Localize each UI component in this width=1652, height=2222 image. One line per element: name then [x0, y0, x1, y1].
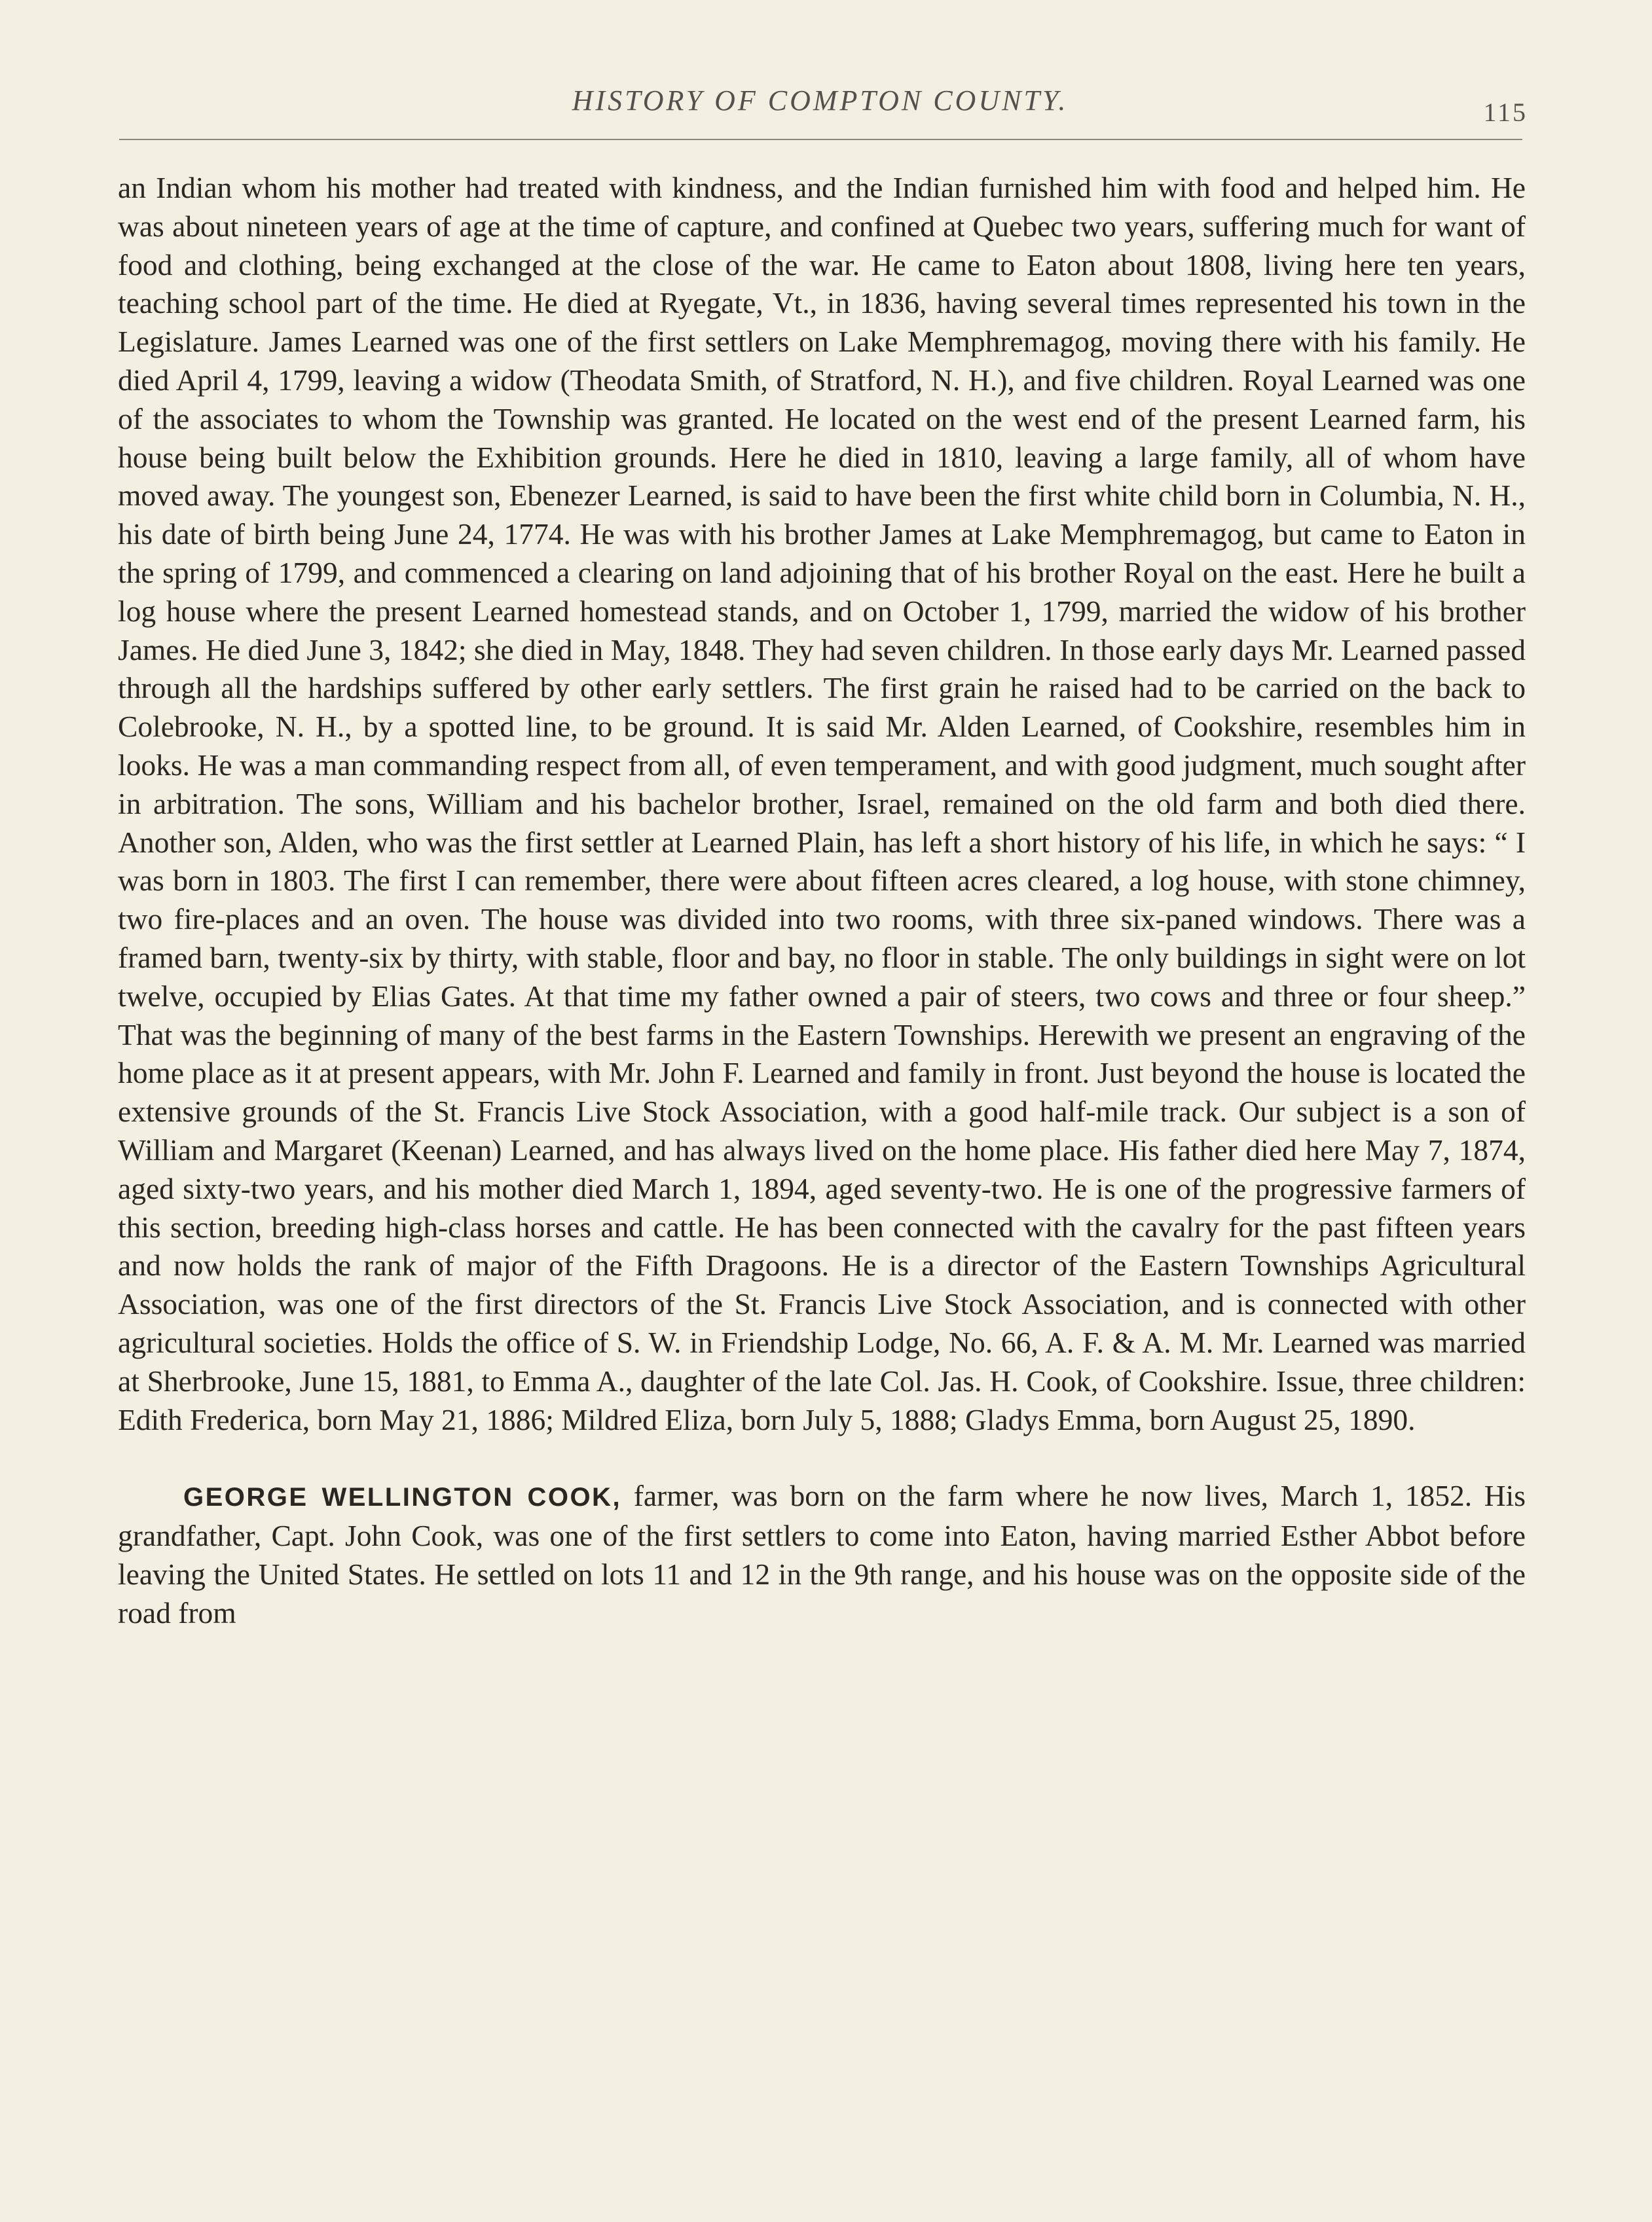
page-number: 115 [1483, 98, 1528, 127]
header-rule [119, 139, 1522, 140]
paragraph-george-wellington-cook [118, 1477, 1526, 1632]
entry-text: farmer, was born on the farm where he now lives, March 1, 1852. His grandfather, Capt. John Cook, was one of the first settlers to come into Eaton, having married Esther Abbot before leaving the United States. He settled on lots 11 and 12 in the 9th range, and his house was on the opposite side of the road from [118, 1479, 1526, 1630]
body-text [118, 169, 1526, 1632]
running-title: HISTORY OF COMPTON COUNTY. [572, 84, 1069, 117]
paragraph-learned-family: an Indian whom his mother had treated with kindness, and the Indian furnished him with food and helped him. He was about nineteen years of age at the time of capture, and confined at Quebec two years, suffering much for want of food and clothing, being exchanged at the close of the war. He came to Eaton about 1808, living here ten years, teaching school part of the time. He died at Ryegate, Vt., in 1836, having several times represented his town in the Legislature. James Learned was one of the first settlers on Lake Memphremagog, moving there with his family. He died April 4, 1799, leaving a widow (Theodata Smith, of Stratford, N. H.), and five children. Royal Learned was one of the associates to whom the Township was granted. He located on the west end of the present Learned farm, his house being built below the Exhibition grounds. Here he died in 1810, leaving a large family, all of whom have moved away. The youngest son, Ebenezer Learned, is said to have been the first white child born in Columbia, N. H., his date of birth being June 24, 1774. He was with his brother James at Lake Memphremagog, but came to Eaton in the spring of 1799, and commenced a clearing on land adjoining that of his brother Royal on the east. Here he built a log house where the present Learned homestead stands, and on October 1, 1799, married the widow of his brother James. He died June 3, 1842; she died in May, 1848. They had seven children. In those early days Mr. Learned passed through all the hardships suffered by other early settlers. The first grain he raised had to be carried on the back to Colebrooke, N. H., by a spotted line, to be ground. It is said Mr. Alden Learned, of Cookshire, resembles him in looks. He was a man commanding respect from all, of even temperament, and with good judgment, much sought after in arbitration. The sons, William and his bachelor brother, Israel, remained on the old farm and both died there. Another son, Alden, who was the first settler at Learned Plain, has left a short history of his life, in which he says: “ I was born in 1803. The first I can remember, there were about fifteen acres cleared, a log house, with stone chimney, two fire-places and an oven. The house was divided into two rooms, with three six-paned windows. There was a framed barn, twenty-six by thirty, with stable, floor and bay, no floor in stable. The only buildings in sight were on lot twelve, occupied by Elias Gates. At that time my father owned a pair of steers, two cows and three or four sheep.” That was the beginning of many of the best farms in the Eastern Townships. Herewith we present an engraving of the home place as it at present appears, with Mr. John F. Learned and family in front. Just beyond the house is located the extensive grounds of the St. Francis Live Stock Association, with a good half-mile track. Our subject is a son of William and Margaret (Keenan) Learned, and has always lived on the home place. His father died here May 7, 1874, aged sixty-two years, and his mother died March 1, 1894, aged seventy-two. He is one of the progressive farmers of this section, breeding high-class horses and cattle. He has been connected with the cavalry for the past fifteen years and now holds the rank of major of the Fifth Dragoons. He is a director of the Eastern Townships Agricultural Association, was one of the first directors of the St. Francis Live Stock Association, and is connected with other agricultural societies. Holds the office of S. W. in Friendship Lodge, No. 66, A. F. & A. M. Mr. Learned was married at Sherbrooke, June 15, 1881, to Emma A., daughter of the late Col. Jas. H. Cook, of Cookshire. Issue, three children: Edith Frederica, born May 21, 1886; Mildred Eliza, born July 5, 1888; Gladys Emma, born August 25, 1890. [118, 171, 1526, 1436]
entry-name: GEORGE WELLINGTON COOK, [183, 1483, 622, 1512]
